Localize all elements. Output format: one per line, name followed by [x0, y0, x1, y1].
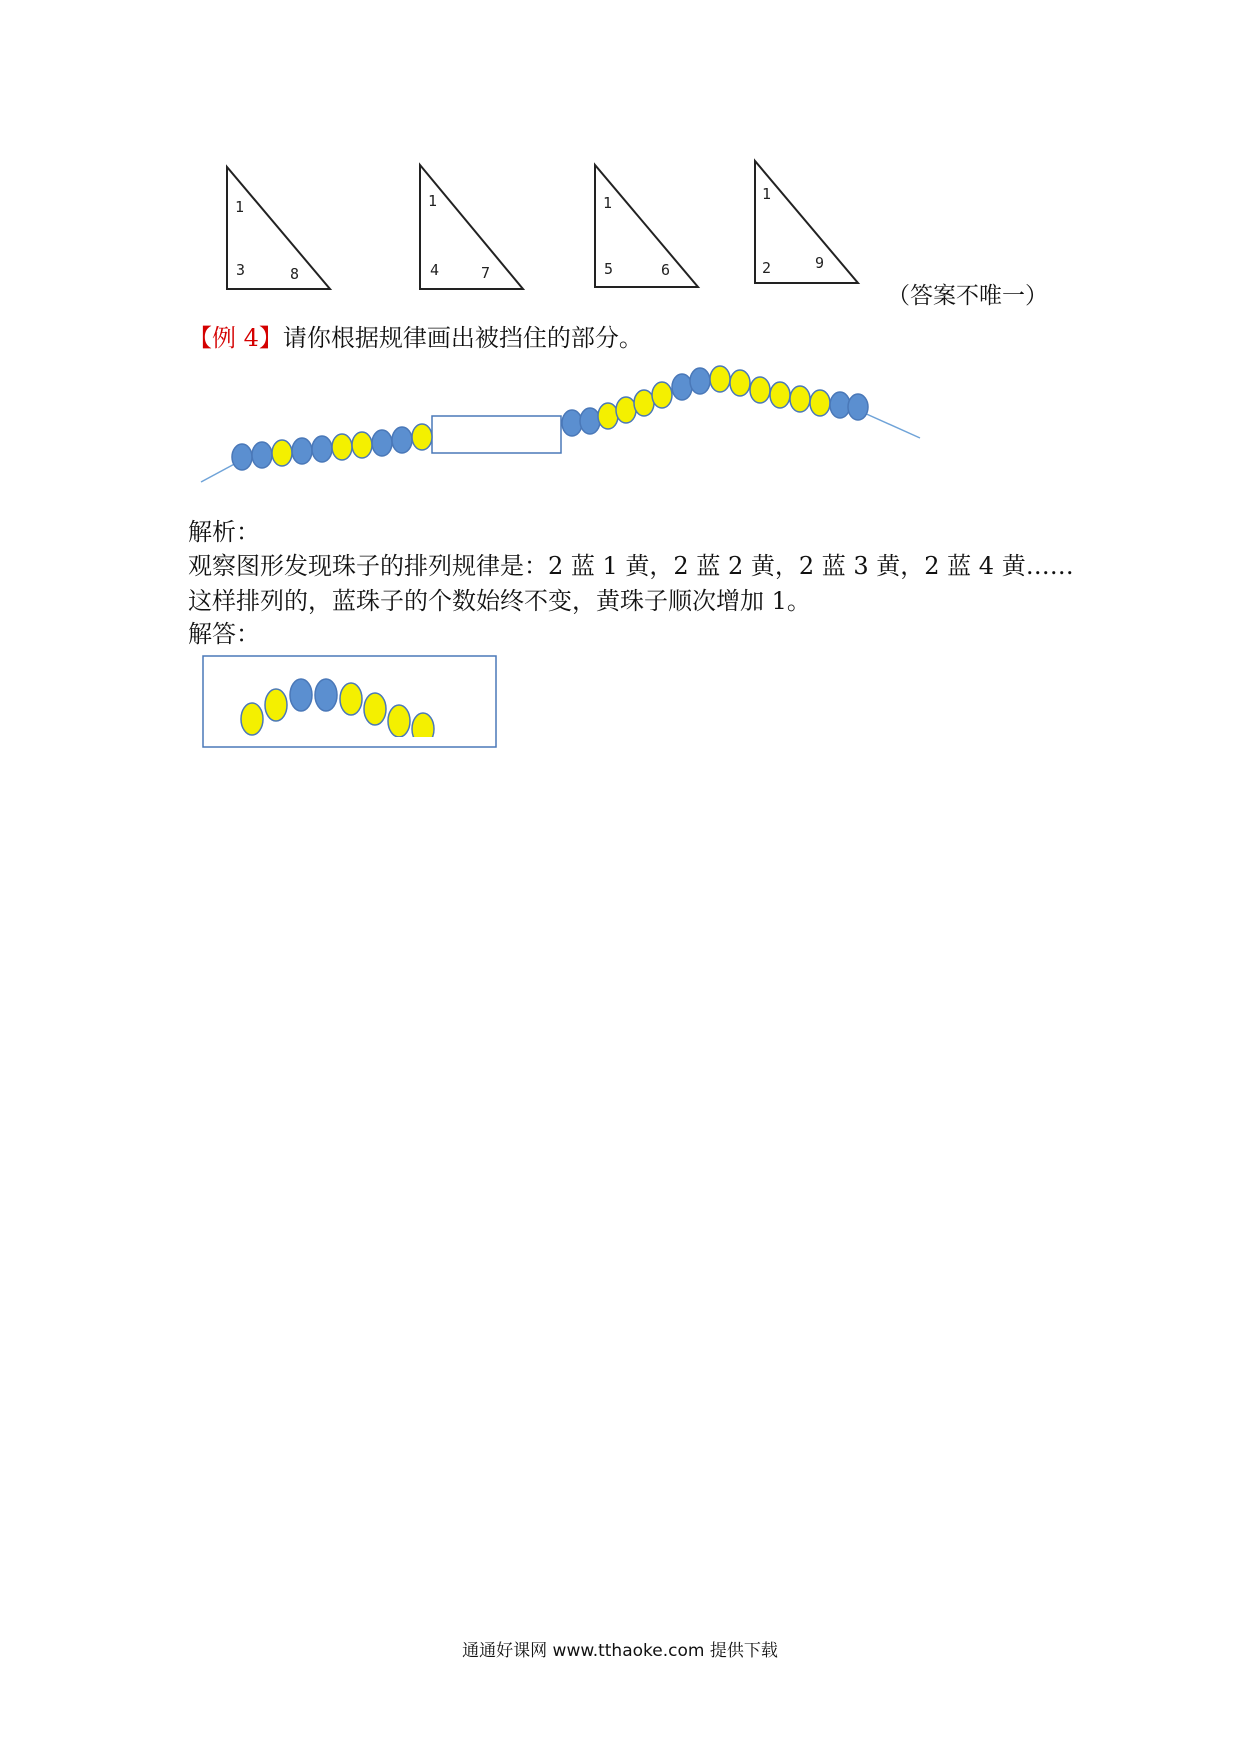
- yellow-bead: [265, 689, 287, 721]
- blue-bead: [232, 444, 252, 470]
- yellow-bead: [790, 386, 810, 412]
- yellow-bead: [352, 432, 372, 458]
- blue-bead: [562, 410, 582, 436]
- yellow-bead: [652, 382, 672, 408]
- triangle-top-number: 1: [762, 185, 772, 203]
- blue-bead: [672, 374, 692, 400]
- triangle-right-number: 6: [661, 261, 671, 279]
- triangle-right-number: 7: [481, 264, 491, 282]
- triangle-top-number: 1: [235, 198, 245, 216]
- analysis-line-1: 观察图形发现珠子的排列规律是：2 蓝 1 黄，2 蓝 2 黄，2 蓝 3 黄，2 蓝 4 黄……: [188, 552, 1074, 580]
- yellow-bead: [364, 693, 386, 725]
- triangle-top-number: 1: [603, 194, 613, 212]
- triangle-right-number: 8: [290, 265, 300, 283]
- blue-bead: [290, 679, 312, 711]
- analysis-label: 解析：: [188, 518, 260, 546]
- answer-not-unique-note: （答案不唯一）: [887, 283, 1048, 309]
- blue-bead: [848, 394, 868, 420]
- triangle-left-number: 4: [430, 261, 440, 279]
- yellow-bead: [634, 390, 654, 416]
- yellow-bead: [770, 382, 790, 408]
- yellow-bead: [616, 397, 636, 423]
- triangle-left-number: 5: [604, 260, 614, 278]
- triangle-left-number: 3: [236, 261, 246, 279]
- example-tag: 【例 4】: [188, 324, 283, 352]
- yellow-bead: [412, 424, 432, 450]
- blue-bead: [312, 436, 332, 462]
- yellow-bead: [810, 390, 830, 416]
- blue-bead: [392, 427, 412, 453]
- answer-bead-figure: [202, 655, 498, 749]
- yellow-bead: [710, 366, 730, 392]
- blue-bead: [580, 408, 600, 434]
- yellow-bead: [598, 403, 618, 429]
- string-right-end: [862, 412, 920, 438]
- yellow-bead: [332, 434, 352, 460]
- triangle-left-number: 2: [762, 259, 772, 277]
- triangle-top-number: 1: [428, 192, 438, 210]
- yellow-bead: [388, 705, 410, 737]
- yellow-bead: [272, 440, 292, 466]
- yellow-bead: [750, 377, 770, 403]
- blue-bead: [690, 368, 710, 394]
- answer-label: 解答：: [188, 620, 260, 648]
- blue-bead: [830, 392, 850, 418]
- analysis-line-2: 这样排列的，蓝珠子的个数始终不变，黄珠子顺次增加 1。: [188, 587, 811, 615]
- yellow-bead: [340, 683, 362, 715]
- hidden-part-box: [432, 416, 561, 453]
- bead-string-figure: [190, 345, 930, 495]
- blue-bead: [252, 442, 272, 468]
- example-question-text: 请你根据规律画出被挡住的部分。: [282, 324, 643, 352]
- blue-bead: [372, 430, 392, 456]
- yellow-bead: [730, 370, 750, 396]
- blue-bead: [315, 679, 337, 711]
- footer-credit: 通通好课网 www.tthaoke.com 提供下载: [462, 1641, 778, 1661]
- yellow-bead: [241, 703, 263, 735]
- blue-bead: [292, 438, 312, 464]
- triangle-right-number: 9: [815, 254, 825, 272]
